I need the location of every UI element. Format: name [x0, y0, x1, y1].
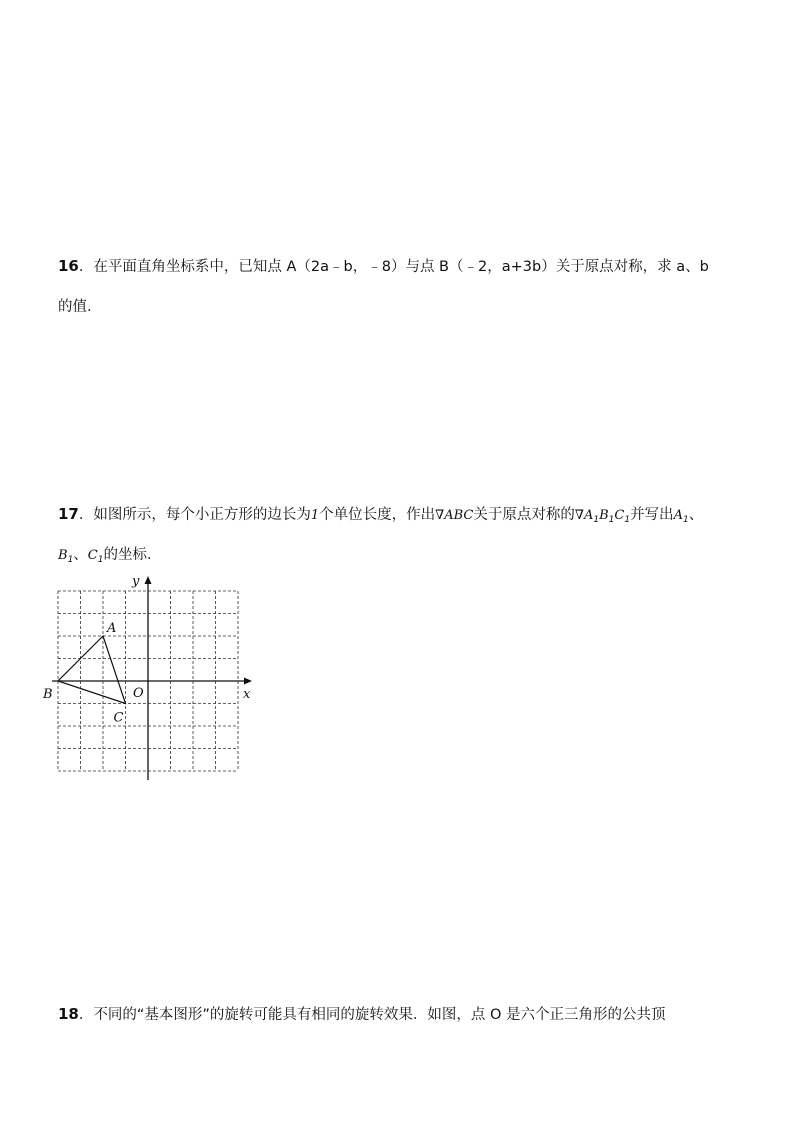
image-triangle-b-sub: 1	[608, 515, 615, 525]
x-axis-arrow-icon	[244, 678, 252, 685]
question-16-text: ．在平面直角坐标系中，已知点 A（2a﹣b，﹣8）与点 B（﹣2，a+3b）关于原点对称，求 a、b	[78, 259, 709, 275]
question-17-line-1	[58, 504, 703, 530]
point-label-a: A	[107, 621, 117, 636]
question-17-number: 17	[58, 505, 79, 523]
question-17-text-d: 并写出	[630, 507, 674, 523]
origin-label: O	[133, 686, 144, 701]
x-axis-label: x	[243, 687, 251, 702]
point-label-b: B	[43, 687, 53, 702]
question-17-text-c: 关于原点对称的	[473, 507, 575, 523]
separator-1: 、	[688, 507, 704, 523]
image-triangle-a: A	[583, 508, 594, 523]
question-18-line-1	[58, 1004, 666, 1025]
question-16-line-1	[58, 256, 709, 277]
question-17-line-2	[58, 545, 161, 570]
image-triangle-symbol: ∇	[574, 508, 584, 523]
question-18-text: ．不同的“基本图形”的旋转可能具有相同的旋转效果．如图，点 O 是六个正三角形的公共顶	[78, 1007, 666, 1023]
unit-value: 1	[310, 508, 320, 523]
image-triangle-c-sub: 1	[624, 515, 631, 525]
question-16-text-continued: 的值．	[58, 299, 102, 315]
y-axis-arrow-icon	[145, 576, 152, 584]
question-16-line-2	[58, 297, 102, 317]
image-triangle-a-sub: 1	[593, 515, 600, 525]
point-c1: C	[87, 548, 98, 563]
triangle-abc	[58, 636, 126, 704]
point-a1: A	[673, 508, 683, 523]
question-17-text-e: 的坐标．	[103, 547, 162, 563]
point-b1: B	[58, 548, 68, 563]
triangle-name: ABC	[444, 508, 474, 523]
separator-2: 、	[73, 547, 88, 563]
point-c1-sub: 1	[97, 555, 104, 565]
question-17-text-b: 个单位长度，作出	[319, 507, 436, 523]
triangle-symbol: ∇	[435, 508, 445, 523]
question-16-number: 16	[58, 257, 79, 275]
point-label-c: C	[113, 710, 124, 726]
y-axis-label: y	[132, 574, 140, 589]
point-a1-sub: 1	[682, 515, 689, 525]
question-17-text-a: ．如图所示，每个小正方形的边长为	[78, 507, 311, 523]
image-triangle-b: B	[599, 508, 609, 523]
image-triangle-c: C	[614, 508, 625, 523]
point-b1-sub: 1	[67, 555, 74, 565]
coordinate-grid-figure	[43, 570, 265, 785]
question-18-number: 18	[58, 1005, 79, 1023]
